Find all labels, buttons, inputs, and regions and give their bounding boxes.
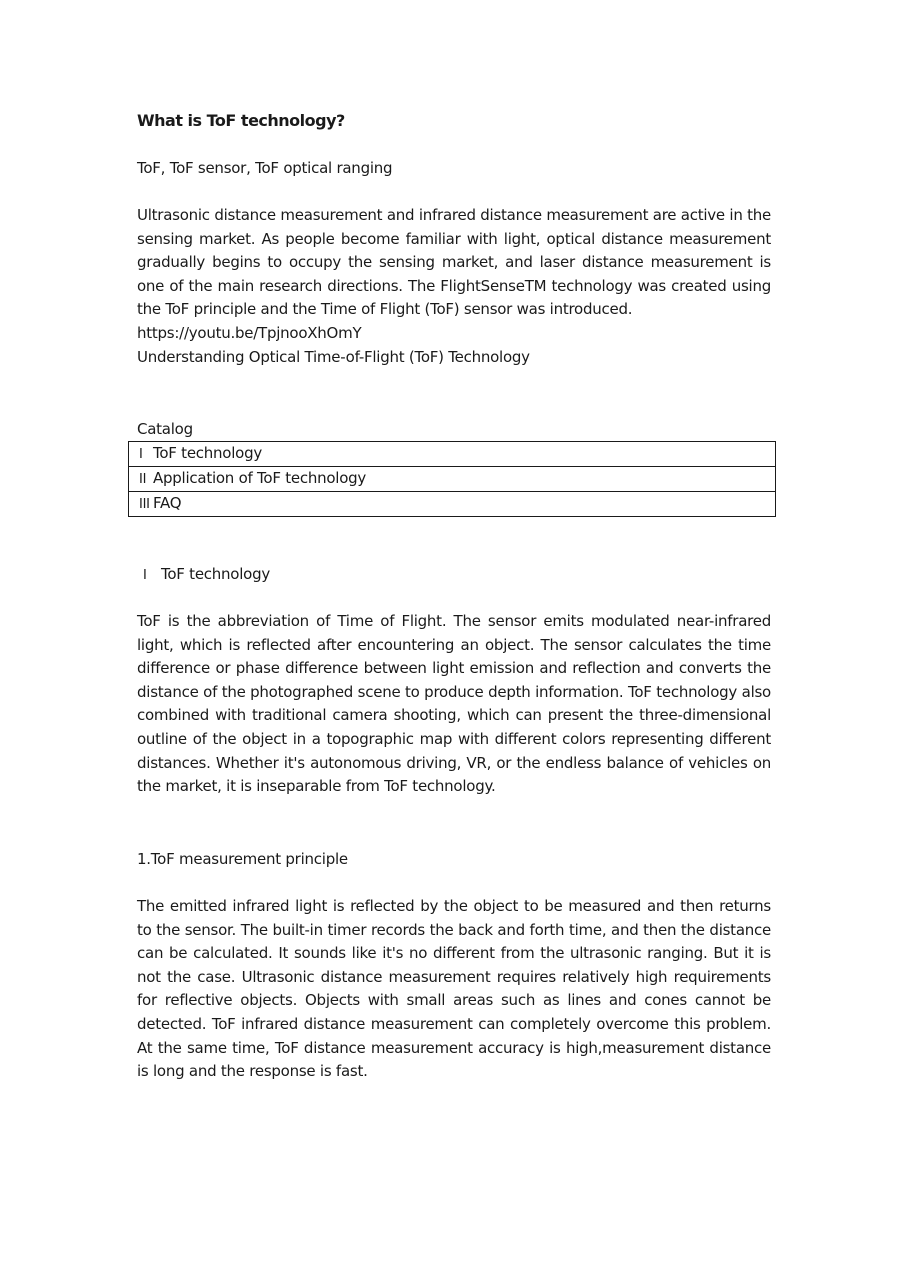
catalog-item-label[interactable]: Application of ToF technology bbox=[153, 469, 367, 487]
keywords-line: ToF, ToF sensor, ToF optical ranging bbox=[137, 159, 393, 177]
subsection1-body bbox=[137, 895, 771, 1084]
subsection1-paragraph: The emitted infrared light is reflected by the object to be measured and then returns to the sensor. The built-in timer records the back and forth time, and then the distance can be calculated. It sounds like it's no different from the ultrasonic ranging. But it is not the case. Ultrasonic distance measurement requires relatively high requirements for reflective objects. Objects with small areas such as lines and cones cannot be detected. ToF infrared distance measurement can completely overcome this problem. At the same time, ToF distance measurement accuracy is high,measurement distance is long and the response is fast. bbox=[137, 897, 771, 1081]
subsection-heading: 1.ToF measurement principle bbox=[137, 850, 348, 868]
catalog-item-number: III bbox=[139, 497, 150, 512]
catalog-cell bbox=[129, 492, 776, 517]
intro-block bbox=[137, 204, 771, 369]
section-heading bbox=[137, 563, 771, 588]
catalog-item-label[interactable]: FAQ bbox=[153, 494, 182, 512]
catalog-cell bbox=[129, 467, 776, 492]
keywords-block bbox=[137, 157, 771, 181]
video-title: Understanding Optical Time-of-Flight (ToF) Technology bbox=[137, 347, 530, 366]
section1-heading-block bbox=[137, 563, 771, 588]
catalog-item-number: I bbox=[139, 447, 143, 462]
catalog-heading: Catalog bbox=[137, 420, 193, 438]
intro-paragraph: Ultrasonic distance measurement and infrared distance measurement are active in the sensing market. As people become familiar with light, optical distance measurement gradually begins to occupy the sensing market, and laser distance measurement is one of the main research directions. The FlightSenseTM technology was created using the ToF principle and the Time of Flight (ToF) sensor was introduced. bbox=[137, 206, 771, 319]
catalog-cell bbox=[129, 442, 776, 467]
catalog-table bbox=[128, 441, 776, 517]
subsection1-heading-block bbox=[137, 848, 771, 872]
catalog-item-label[interactable]: ToF technology bbox=[153, 444, 262, 462]
video-link[interactable]: https://youtu.be/TpjnooXhOmY bbox=[137, 323, 362, 342]
catalog-heading-block bbox=[137, 418, 771, 442]
catalog-row[interactable] bbox=[129, 467, 776, 492]
catalog-item-number: II bbox=[139, 472, 147, 487]
page-title: What is ToF technology? bbox=[137, 111, 345, 130]
section-heading-label: ToF technology bbox=[161, 565, 270, 583]
section1-body bbox=[137, 610, 771, 799]
section-number: I bbox=[143, 568, 147, 583]
section1-paragraph: ToF is the abbreviation of Time of Flight. The sensor emits modulated near-infrared light, which is reflected after encountering an object. The sensor calculates the time difference or phase difference between light emission and reflection and converts the distance of the photographed scene to produce depth information. ToF technology also combined with traditional camera shooting, which can present the three-dimensional outline of the object in a topographic map with different colors representing different distances. Whether it's autonomous driving, VR, or the endless balance of vehicles on the market, it is inseparable from ToF technology. bbox=[137, 612, 771, 796]
catalog-row[interactable] bbox=[129, 492, 776, 517]
catalog-row[interactable] bbox=[129, 442, 776, 467]
